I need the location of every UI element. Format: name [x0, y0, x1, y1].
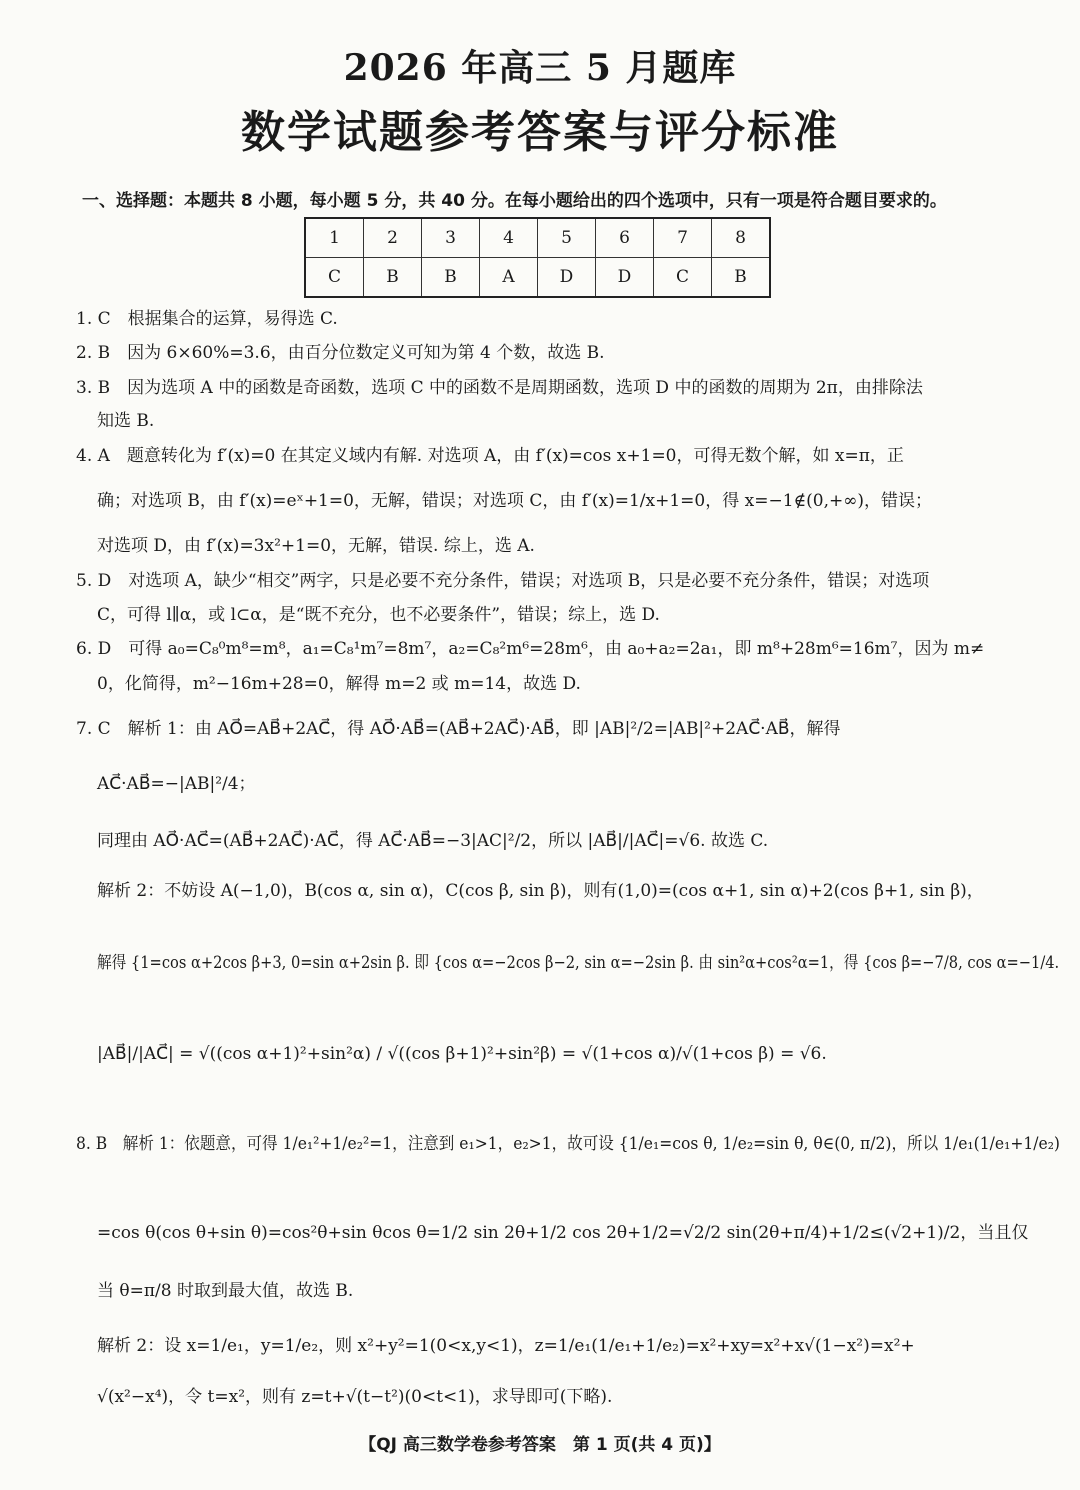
question-number-cell: 3 — [422, 218, 480, 258]
page-footer: 【QJ 高三数学卷参考答案 第 1 页(共 4 页)】 — [359, 1435, 721, 1455]
question-number-cell: 8 — [712, 218, 771, 258]
answer-cell: C — [654, 258, 712, 298]
solution-line: 知选 B. — [97, 411, 155, 431]
answer-table-row-answers — [305, 258, 770, 298]
solution-line: 同理由 AO⃗·AC⃗=(AB⃗+2AC⃗)·AC⃗，得 AC⃗·AB⃗=−3|AC|²/2，所以 |AB⃗|/|AC⃗|=√6. 故选 C. — [97, 831, 769, 851]
solution-line: 确；对选项 B，由 f′(x)=eˣ+1=0，无解，错误；对选项 C，由 f′(x)=1/x+1=0，得 x=−1∉(0,+∞)，错误； — [97, 491, 933, 511]
question-number-cell: 4 — [480, 218, 538, 258]
answer-cell: D — [538, 258, 596, 298]
solution-line: 8. B 解析 1：依题意，可得 1/e₁²+1/e₂²=1，注意到 e₁>1，e₂>1，故可设 {1/e₁=cos θ, 1/e₂=sin θ, θ∈(0, π/2)，所以 1/e₁(1/e₁+1/e₂) — [76, 1134, 1061, 1154]
solution-line: |AB⃗|/|AC⃗| = √((cos α+1)²+sin²α) / √((cos β+1)²+sin²β) = √(1+cos α)/√(1+cos β) = √6. — [97, 1044, 827, 1064]
solution-line: 解析 2：不妨设 A(−1,0)，B(cos α, sin α)，C(cos β, sin β)，则有(1,0)=(cos α+1, sin α)+2(cos β+1, sin β)， — [97, 881, 984, 901]
answer-cell: B — [712, 258, 771, 298]
solution-line: 4. A 题意转化为 f′(x)=0 在其定义域内有解. 对选项 A，由 f′(x)=cos x+1=0，可得无数个解，如 x=π，正 — [76, 446, 904, 466]
solution-line: =cos θ(cos θ+sin θ)=cos²θ+sin θcos θ=1/2 sin 2θ+1/2 cos 2θ+1/2=√2/2 sin(2θ+π/4)+1/2≤(√2+1)/2，当且仅 — [97, 1223, 1029, 1243]
answer-cell: D — [596, 258, 654, 298]
section-heading: 一、选择题：本题共 8 小题，每小题 5 分，共 40 分。在每小题给出的四个选项中，只有一项是符合题目要求的。 — [82, 191, 947, 211]
solution-line: 对选项 D，由 f′(x)=3x²+1=0，无解，错误. 综上，选 A. — [97, 536, 535, 556]
solution-line: √(x²−x⁴)，令 t=x²，则有 z=t+√(t−t²)(0<t<1)，求导即可(下略). — [97, 1387, 613, 1407]
solution-line: 3. B 因为选项 A 中的函数是奇函数，选项 C 中的函数不是周期函数，选项 D 中的函数的周期为 2π，由排除法 — [76, 378, 923, 398]
solution-line: 2. B 因为 6×60%=3.6，由百分位数定义可知为第 4 个数，故选 B. — [76, 343, 605, 363]
solution-line: 6. D 可得 a₀=C₈⁰m⁸=m⁸，a₁=C₈¹m⁷=8m⁷，a₂=C₈²m⁶=28m⁶，由 a₀+a₂=2a₁，即 m⁸+28m⁶=16m⁷，因为 m≠ — [76, 639, 985, 659]
page-title-line2: 数学试题参考答案与评分标准 — [241, 107, 839, 158]
page-title-line1: 2026 年高三 5 月题库 — [343, 47, 737, 89]
solution-line: C，可得 l∥α，或 l⊂α，是“既不充分，也不必要条件”，错误；综上，选 D. — [97, 605, 660, 625]
solution-line: 1. C 根据集合的运算，易得选 C. — [76, 309, 338, 329]
solution-line: 当 θ=π/8 时取到最大值，故选 B. — [97, 1281, 354, 1301]
solution-line: 解析 2：设 x=1/e₁，y=1/e₂，则 x²+y²=1(0<x,y<1)，z=1/e₁(1/e₁+1/e₂)=x²+xy=x²+x√(1−x²)=x²+ — [97, 1336, 915, 1356]
solution-line: 解得 {1=cos α+2cos β+3, 0=sin α+2sin β. 即 {cos α=−2cos β−2, sin α=−2sin β. 由 sin²α+cos²α=1，得 {cos β=−7/8, cos α=−1/4. — [97, 953, 1060, 973]
answer-cell: B — [364, 258, 422, 298]
answer-cell: B — [422, 258, 480, 298]
question-number-cell: 1 — [305, 218, 364, 258]
question-number-cell: 7 — [654, 218, 712, 258]
answer-table-row-numbers — [305, 218, 770, 258]
answer-cell: C — [305, 258, 364, 298]
question-number-cell: 6 — [596, 218, 654, 258]
answer-cell: A — [480, 258, 538, 298]
answer-key-table — [304, 217, 771, 298]
solution-line: 5. D 对选项 A，缺少“相交”两字，只是必要不充分条件，错误；对选项 B，只是必要不充分条件，错误；对选项 — [76, 571, 930, 591]
question-number-cell: 5 — [538, 218, 596, 258]
solution-line: AC⃗·AB⃗=−|AB|²/4； — [97, 774, 256, 794]
solution-line: 0，化简得，m²−16m+28=0，解得 m=2 或 m=14，故选 D. — [97, 674, 581, 694]
solution-line: 7. C 解析 1：由 AO⃗=AB⃗+2AC⃗，得 AO⃗·AB⃗=(AB⃗+2AC⃗)·AB⃗，即 |AB|²/2=|AB|²+2AC⃗·AB⃗，解得 — [76, 719, 841, 739]
question-number-cell: 2 — [364, 218, 422, 258]
